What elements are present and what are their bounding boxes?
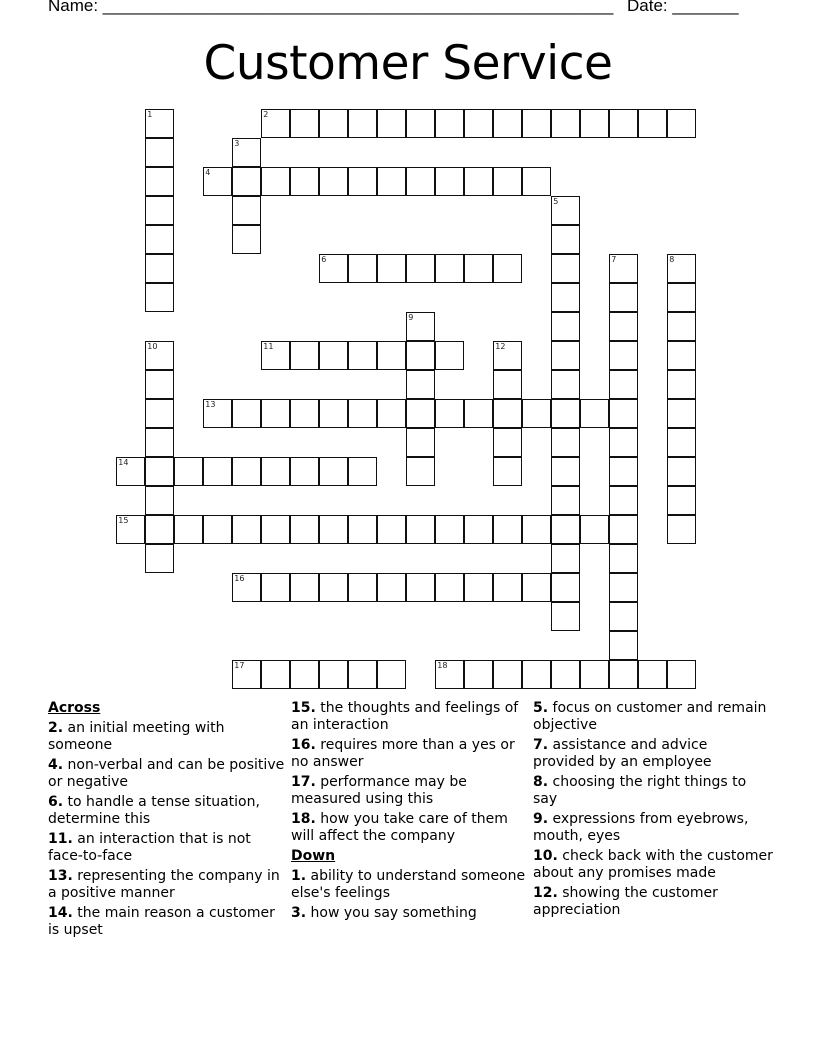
clue-number: 12. xyxy=(533,885,558,901)
crossword-cell[interactable] xyxy=(348,399,377,428)
crossword-cell[interactable] xyxy=(667,428,696,457)
crossword-cell[interactable] xyxy=(406,457,435,486)
crossword-cell[interactable] xyxy=(551,341,580,370)
clue-number-label: 13 xyxy=(205,400,216,410)
crossword-cell[interactable] xyxy=(551,225,580,254)
clue-number: 2. xyxy=(48,720,64,736)
clue-number-label: 14 xyxy=(118,458,129,468)
clue-number: 15. xyxy=(291,700,316,716)
crossword-cell[interactable] xyxy=(551,399,580,428)
crossword-cell[interactable] xyxy=(232,660,261,689)
clue-text: expressions from eyebrows, mouth, eyes xyxy=(533,811,749,844)
crossword-cell[interactable] xyxy=(609,602,638,631)
crossword-cell[interactable] xyxy=(406,573,435,602)
crossword-cell[interactable] xyxy=(667,457,696,486)
clue-down-5 xyxy=(533,700,773,734)
crossword-cell[interactable] xyxy=(522,109,551,138)
crossword-cell[interactable] xyxy=(551,312,580,341)
crossword-cell[interactable] xyxy=(145,544,174,573)
clue-number: 1. xyxy=(291,868,307,884)
clue-number: 17. xyxy=(291,774,316,790)
clue-number: 4. xyxy=(48,757,64,773)
crossword-cell[interactable] xyxy=(232,399,261,428)
clue-number: 11. xyxy=(48,831,73,847)
crossword-cell[interactable] xyxy=(261,573,290,602)
crossword-cell[interactable] xyxy=(522,515,551,544)
clue-text: how you say something xyxy=(306,905,477,921)
clue-text: representing the company in a positive manner xyxy=(48,868,280,901)
crossword-cell[interactable] xyxy=(435,109,464,138)
crossword-cell[interactable] xyxy=(261,660,290,689)
crossword-cell[interactable] xyxy=(493,167,522,196)
clue-across-11 xyxy=(48,831,288,865)
crossword-cell[interactable] xyxy=(145,515,174,544)
crossword-cell[interactable] xyxy=(435,341,464,370)
clue-text: assistance and advice provided by an employee xyxy=(533,737,712,770)
crossword-cell[interactable] xyxy=(116,457,145,486)
clue-down-10 xyxy=(533,848,773,882)
crossword-cell[interactable] xyxy=(319,254,348,283)
crossword-cell[interactable] xyxy=(493,573,522,602)
crossword-cell[interactable] xyxy=(232,515,261,544)
crossword-cell[interactable] xyxy=(145,370,174,399)
crossword-cell[interactable] xyxy=(551,370,580,399)
crossword-cell[interactable] xyxy=(145,283,174,312)
crossword-cell[interactable] xyxy=(348,457,377,486)
clue-number: 14. xyxy=(48,905,73,921)
crossword-cell[interactable] xyxy=(464,399,493,428)
crossword-cell[interactable] xyxy=(145,457,174,486)
crossword-cell[interactable] xyxy=(145,486,174,515)
crossword-cell[interactable] xyxy=(435,167,464,196)
crossword-cell[interactable] xyxy=(377,341,406,370)
crossword-cell[interactable] xyxy=(493,428,522,457)
clue-number-label: 12 xyxy=(495,342,506,352)
crossword-cell[interactable] xyxy=(232,573,261,602)
crossword-cell[interactable] xyxy=(290,167,319,196)
crossword-cell[interactable] xyxy=(290,341,319,370)
crossword-cell[interactable] xyxy=(319,341,348,370)
clue-number: 3. xyxy=(291,905,307,921)
clue-across-4 xyxy=(48,757,288,791)
crossword-cell[interactable] xyxy=(261,109,290,138)
crossword-cell[interactable] xyxy=(435,573,464,602)
page-title: Customer Service xyxy=(203,36,613,91)
crossword-cell[interactable] xyxy=(377,167,406,196)
crossword-cell[interactable] xyxy=(145,138,174,167)
clue-text: an interaction that is not face-to-face xyxy=(48,831,251,864)
crossword-cell[interactable] xyxy=(116,515,145,544)
crossword-cell[interactable] xyxy=(174,515,203,544)
crossword-cell[interactable] xyxy=(551,660,580,689)
crossword-cell[interactable] xyxy=(464,660,493,689)
crossword-cell[interactable] xyxy=(406,515,435,544)
crossword-cell[interactable] xyxy=(609,283,638,312)
crossword-cell[interactable] xyxy=(667,312,696,341)
clue-number-label: 3 xyxy=(234,139,240,149)
crossword-cell[interactable] xyxy=(435,515,464,544)
clue-text: to handle a tense situation, determine this xyxy=(48,794,260,827)
crossword-cell[interactable] xyxy=(551,486,580,515)
clue-number-label: 4 xyxy=(205,168,211,178)
crossword-cell[interactable] xyxy=(551,254,580,283)
crossword-cell[interactable] xyxy=(319,573,348,602)
crossword-cell[interactable] xyxy=(145,254,174,283)
crossword-cell[interactable] xyxy=(580,109,609,138)
crossword-cell[interactable] xyxy=(551,283,580,312)
crossword-cell[interactable] xyxy=(174,457,203,486)
clue-number: 7. xyxy=(533,737,549,753)
crossword-cell[interactable] xyxy=(435,254,464,283)
clue-number-label: 10 xyxy=(147,342,158,352)
crossword-cell[interactable] xyxy=(667,109,696,138)
clue-number-label: 2 xyxy=(263,110,269,120)
crossword-cell[interactable] xyxy=(493,660,522,689)
crossword-cell[interactable] xyxy=(609,515,638,544)
crossword-cell[interactable] xyxy=(609,341,638,370)
crossword-cell[interactable] xyxy=(667,399,696,428)
crossword-cell[interactable] xyxy=(290,660,319,689)
clue-text: focus on customer and remain objective xyxy=(533,700,767,733)
crossword-cell[interactable] xyxy=(319,109,348,138)
crossword-cell[interactable] xyxy=(551,428,580,457)
crossword-cell[interactable] xyxy=(609,486,638,515)
crossword-cell[interactable] xyxy=(609,457,638,486)
crossword-cell[interactable] xyxy=(464,109,493,138)
crossword-cell[interactable] xyxy=(667,370,696,399)
crossword-cell[interactable] xyxy=(377,515,406,544)
crossword-cell[interactable] xyxy=(638,109,667,138)
crossword-cell[interactable] xyxy=(203,515,232,544)
crossword-cell[interactable] xyxy=(406,254,435,283)
clue-across-6 xyxy=(48,794,288,828)
crossword-cell[interactable] xyxy=(377,254,406,283)
clue-down-7 xyxy=(533,737,773,771)
clue-number-label: 7 xyxy=(611,255,617,265)
clue-number-label: 17 xyxy=(234,661,245,671)
crossword-cell[interactable] xyxy=(348,109,377,138)
clue-number-label: 15 xyxy=(118,516,129,526)
crossword-cell[interactable] xyxy=(377,573,406,602)
crossword-cell[interactable] xyxy=(232,167,261,196)
crossword-cell[interactable] xyxy=(290,109,319,138)
crossword-cell[interactable] xyxy=(667,341,696,370)
crossword-cell[interactable] xyxy=(406,167,435,196)
clue-text: choosing the right things to say xyxy=(533,774,747,807)
crossword-cell[interactable] xyxy=(667,283,696,312)
crossword-cell[interactable] xyxy=(435,660,464,689)
crossword-cell[interactable] xyxy=(232,138,261,167)
crossword-cell[interactable] xyxy=(348,341,377,370)
clue-number: 13. xyxy=(48,868,73,884)
crossword-cell[interactable] xyxy=(667,254,696,283)
crossword-cell[interactable] xyxy=(319,457,348,486)
crossword-cell[interactable] xyxy=(319,660,348,689)
crossword-cell[interactable] xyxy=(551,515,580,544)
crossword-cell[interactable] xyxy=(493,370,522,399)
crossword-cell[interactable] xyxy=(464,573,493,602)
crossword-cell[interactable] xyxy=(464,254,493,283)
crossword-cell[interactable] xyxy=(609,254,638,283)
crossword-cell[interactable] xyxy=(145,196,174,225)
crossword-cell[interactable] xyxy=(609,428,638,457)
crossword-cell[interactable] xyxy=(232,196,261,225)
clue-across-17 xyxy=(291,774,531,808)
clue-number-label: 8 xyxy=(669,255,675,265)
crossword-cell[interactable] xyxy=(609,312,638,341)
clue-number-label: 11 xyxy=(263,342,274,352)
crossword-cell[interactable] xyxy=(290,457,319,486)
clue-text: performance may be measured using this xyxy=(291,774,467,807)
crossword-cell[interactable] xyxy=(609,370,638,399)
crossword-cell[interactable] xyxy=(377,399,406,428)
crossword-cell[interactable] xyxy=(261,515,290,544)
crossword-cell[interactable] xyxy=(203,167,232,196)
crossword-cell[interactable] xyxy=(551,602,580,631)
crossword-cell[interactable] xyxy=(551,109,580,138)
clue-across-16 xyxy=(291,737,531,771)
crossword-cell[interactable] xyxy=(667,486,696,515)
crossword-cell[interactable] xyxy=(609,544,638,573)
crossword-cell[interactable] xyxy=(290,399,319,428)
clue-across-2 xyxy=(48,720,288,754)
crossword-cell[interactable] xyxy=(232,457,261,486)
clue-text: ability to understand someone else's feelings xyxy=(291,868,526,901)
clue-text: an initial meeting with someone xyxy=(48,720,225,753)
clue-number: 10. xyxy=(533,848,558,864)
crossword-cell[interactable] xyxy=(203,457,232,486)
clue-down-1 xyxy=(291,868,531,902)
crossword-cell[interactable] xyxy=(319,515,348,544)
clue-text: requires more than a yes or no answer xyxy=(291,737,515,770)
crossword-cell[interactable] xyxy=(464,515,493,544)
crossword-cell[interactable] xyxy=(522,167,551,196)
crossword-cell[interactable] xyxy=(609,109,638,138)
crossword-cell[interactable] xyxy=(145,399,174,428)
crossword-cell[interactable] xyxy=(493,399,522,428)
crossword-cell[interactable] xyxy=(348,573,377,602)
crossword-cell[interactable] xyxy=(261,457,290,486)
clue-across-15 xyxy=(291,700,531,734)
clue-number-label: 9 xyxy=(408,313,414,323)
crossword-cell[interactable] xyxy=(319,399,348,428)
crossword-cell[interactable] xyxy=(493,457,522,486)
crossword-cell[interactable] xyxy=(493,515,522,544)
clue-text: check back with the customer about any promises made xyxy=(533,848,773,881)
crossword-cell[interactable] xyxy=(406,312,435,341)
clue-number: 6. xyxy=(48,794,64,810)
crossword-cell[interactable] xyxy=(435,399,464,428)
date-field-line[interactable]: Date: _______ xyxy=(627,0,739,15)
crossword-cell[interactable] xyxy=(290,573,319,602)
crossword-cell[interactable] xyxy=(638,660,667,689)
clue-down-9 xyxy=(533,811,773,845)
crossword-cell[interactable] xyxy=(145,167,174,196)
clue-text: how you take care of them will affect the company xyxy=(291,811,508,844)
crossword-cell[interactable] xyxy=(290,515,319,544)
crossword-cell[interactable] xyxy=(609,631,638,660)
crossword-cell[interactable] xyxy=(145,109,174,138)
crossword-cell[interactable] xyxy=(667,660,696,689)
crossword-cell[interactable] xyxy=(493,254,522,283)
crossword-cell[interactable] xyxy=(609,660,638,689)
crossword-cell[interactable] xyxy=(348,515,377,544)
clue-down-3 xyxy=(291,905,531,922)
clue-text: the thoughts and feelings of an interaction xyxy=(291,700,519,733)
crossword-cell[interactable] xyxy=(348,660,377,689)
crossword-cell[interactable] xyxy=(493,341,522,370)
across-heading: Across xyxy=(48,700,101,716)
crossword-cell[interactable] xyxy=(348,254,377,283)
crossword-cell[interactable] xyxy=(377,660,406,689)
crossword-cell[interactable] xyxy=(493,109,522,138)
clue-text: the main reason a customer is upset xyxy=(48,905,275,938)
crossword-cell[interactable] xyxy=(145,341,174,370)
crossword-cell[interactable] xyxy=(261,167,290,196)
crossword-cell[interactable] xyxy=(551,573,580,602)
clue-number: 9. xyxy=(533,811,549,827)
clue-text: showing the customer appreciation xyxy=(533,885,718,918)
clue-down-8 xyxy=(533,774,773,808)
crossword-cell[interactable] xyxy=(203,399,232,428)
clue-number: 18. xyxy=(291,811,316,827)
crossword-cell[interactable] xyxy=(551,544,580,573)
crossword-cell[interactable] xyxy=(522,399,551,428)
crossword-cell[interactable] xyxy=(580,515,609,544)
clue-number-label: 6 xyxy=(321,255,327,265)
crossword-cell[interactable] xyxy=(580,399,609,428)
clue-across-14 xyxy=(48,905,288,939)
clue-text: non-verbal and can be positive or negative xyxy=(48,757,285,790)
clues-column-1 xyxy=(48,700,288,942)
clue-down-12 xyxy=(533,885,773,919)
down-heading: Down xyxy=(291,848,336,864)
crossword-cell[interactable] xyxy=(580,660,609,689)
crossword-cell[interactable] xyxy=(464,167,493,196)
clue-number-label: 5 xyxy=(553,197,559,207)
crossword-cell[interactable] xyxy=(609,399,638,428)
crossword-cell[interactable] xyxy=(319,167,348,196)
crossword-cell[interactable] xyxy=(551,457,580,486)
crossword-cell[interactable] xyxy=(522,660,551,689)
clue-number-label: 1 xyxy=(147,110,153,120)
crossword-cell[interactable] xyxy=(406,370,435,399)
crossword-cell[interactable] xyxy=(232,225,261,254)
clues-column-2 xyxy=(291,700,531,925)
clue-number: 5. xyxy=(533,700,549,716)
clue-across-13 xyxy=(48,868,288,902)
crossword-cell[interactable] xyxy=(522,573,551,602)
crossword-cell[interactable] xyxy=(551,196,580,225)
crossword-cell[interactable] xyxy=(377,109,406,138)
crossword-cell[interactable] xyxy=(667,515,696,544)
crossword-cell[interactable] xyxy=(261,399,290,428)
clue-number-label: 16 xyxy=(234,574,245,584)
crossword-cell[interactable] xyxy=(406,399,435,428)
clue-number: 16. xyxy=(291,737,316,753)
crossword-cell[interactable] xyxy=(406,341,435,370)
clues-column-3 xyxy=(533,700,773,922)
crossword-cell[interactable] xyxy=(406,109,435,138)
crossword-cell[interactable] xyxy=(145,428,174,457)
crossword-cell[interactable] xyxy=(406,428,435,457)
crossword-cell[interactable] xyxy=(609,573,638,602)
crossword-cell[interactable] xyxy=(145,225,174,254)
clue-across-18 xyxy=(291,811,531,845)
crossword-cell[interactable] xyxy=(348,167,377,196)
clue-number: 8. xyxy=(533,774,549,790)
name-field-line[interactable]: Name: ______________________________________________________ xyxy=(48,0,614,15)
crossword-cell[interactable] xyxy=(261,341,290,370)
clue-number-label: 18 xyxy=(437,661,448,671)
